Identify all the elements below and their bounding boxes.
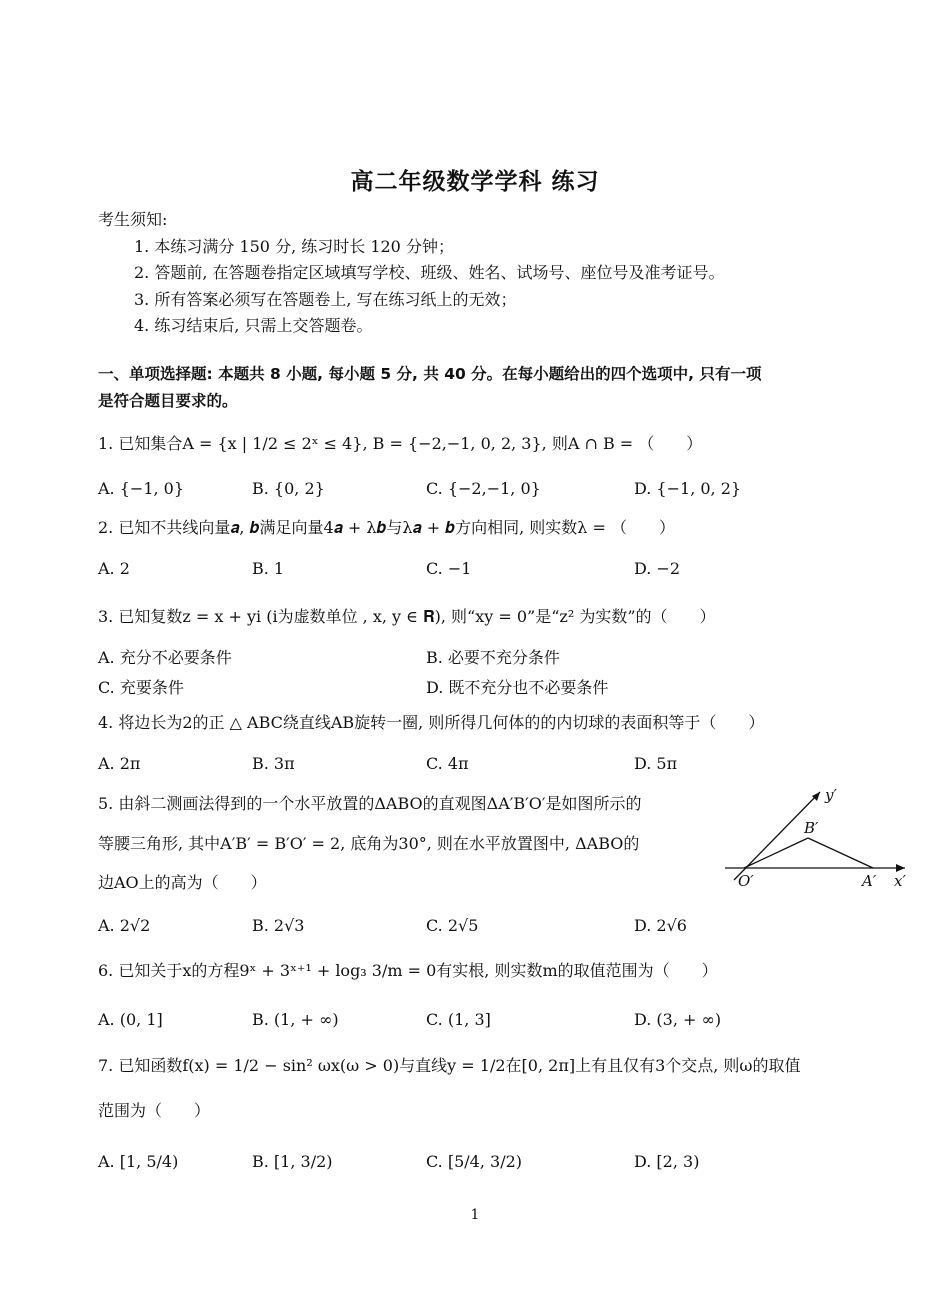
q7-option-b: B. [1, 3/2) (252, 1152, 333, 1171)
segment-o-b (744, 838, 808, 868)
q5-option-d: D. 2√6 (634, 916, 687, 935)
label-y-prime: y′ (825, 786, 837, 804)
q1-option-a: A. {−1, 0} (98, 479, 185, 498)
oblique-triangle-figure (720, 780, 920, 900)
question-3-stem: 3. 已知复数z = x + yi (i为虚数单位 , x, y ∈ 𝐑), 则“xy = 0”是“z² 为实数”的（ ） (98, 607, 716, 626)
q6-option-c: C. (1, 3] (426, 1010, 491, 1029)
q1-option-b: B. {0, 2} (252, 479, 325, 498)
question-5-stem: 边AO上的高为（ ） (98, 873, 267, 892)
label-a-prime: A′ (862, 872, 877, 890)
q7-option-d: D. [2, 3) (634, 1152, 700, 1171)
q5-option-b: B. 2√3 (252, 916, 305, 935)
q4-option-b: B. 3π (252, 754, 295, 773)
notice-item: 4. 练习结束后, 只需上交答题卷。 (134, 316, 373, 335)
q7-option-c: C. [5/4, 3/2) (426, 1152, 522, 1171)
q4-option-c: C. 4π (426, 754, 469, 773)
q6-option-d: D. (3, + ∞) (634, 1010, 722, 1029)
question-5-stem: 等腰三角形, 其中A′B′ = B′O′ = 2, 底角为30°, 则在水平放置图中, ΔABO的 (98, 834, 640, 853)
section-heading: 一、单项选择题: 本题共 8 小题, 每小题 5 分, 共 40 分。在每小题给出的四个选项中, 只有一项 (98, 365, 762, 383)
q7-option-a: A. [1, 5/4) (98, 1152, 179, 1171)
label-o-prime: O′ (738, 872, 754, 890)
q6-option-b: B. (1, + ∞) (252, 1010, 339, 1029)
q1-option-d: D. {−1, 0, 2} (634, 479, 742, 498)
question-7-stem: 7. 已知函数f(x) = 1/2 − sin² ωx(ω > 0)与直线y = 1/2在[0, 2π]上有且仅有3个交点, 则ω的取值 (98, 1056, 801, 1075)
notice-item: 3. 所有答案必须写在答题卷上, 写在练习纸上的无效； (134, 290, 517, 309)
x-axis-arrow (896, 864, 905, 872)
q3-option-c: C. 充要条件 (98, 678, 184, 697)
label-b-prime: B′ (804, 819, 819, 837)
question-5-stem: 5. 由斜二测画法得到的一个水平放置的ΔABO的直观图ΔA′B′O′是如图所示的 (98, 794, 642, 813)
question-7-stem: 范围为（ ） (98, 1101, 211, 1120)
page-number: 1 (470, 1207, 480, 1223)
q2-option-b: B. 1 (252, 559, 285, 578)
question-2-stem: 2. 已知不共线向量𝒂, 𝒃满足向量4𝒂 + λ𝒃与λ𝒂 + 𝒃方向相同, 则实数λ = （ ） (98, 518, 676, 537)
q2-option-c: C. −1 (426, 559, 472, 578)
q3-option-b: B. 必要不充分条件 (426, 648, 560, 667)
q3-option-a: A. 充分不必要条件 (98, 648, 232, 667)
notice-item: 1. 本练习满分 150 分, 练习时长 120 分钟； (134, 237, 454, 256)
q5-option-c: C. 2√5 (426, 916, 479, 935)
segment-b-a (808, 838, 873, 868)
q1-option-c: C. {−2,−1, 0} (426, 479, 541, 498)
q2-option-d: D. −2 (634, 559, 681, 578)
q5-option-a: A. 2√2 (98, 916, 151, 935)
question-4-stem: 4. 将边长为2的正 △ ABC绕直线AB旋转一圈, 则所得几何体的的内切球的表面积等于（ ） (98, 713, 765, 732)
q6-option-a: A. (0, 1] (98, 1010, 163, 1029)
notice-item: 2. 答题前, 在答题卷指定区域填写学校、班级、姓名、试场号、座位号及准考证号。 (134, 263, 725, 282)
page-title: 高二年级数学学科 练习 (350, 169, 600, 195)
q2-option-a: A. 2 (98, 559, 130, 578)
question-6-stem: 6. 已知关于x的方程9ˣ + 3ˣ⁺¹ + log₃ 3/m = 0有实根, 则实数m的取值范围为（ ） (98, 961, 718, 980)
notice-heading: 考生须知: (98, 210, 168, 229)
question-1-stem: 1. 已知集合A = {x | 1/2 ≤ 2ˣ ≤ 4}, B = {−2,−1, 0, 2, 3}, 则A ∩ B = （ ） (98, 434, 703, 453)
q3-option-d: D. 既不充分也不必要条件 (426, 678, 609, 697)
q4-option-a: A. 2π (98, 754, 141, 773)
section-heading-cont: 是符合题目要求的。 (98, 392, 238, 410)
label-x-prime: x′ (894, 872, 906, 890)
q4-option-d: D. 5π (634, 754, 678, 773)
